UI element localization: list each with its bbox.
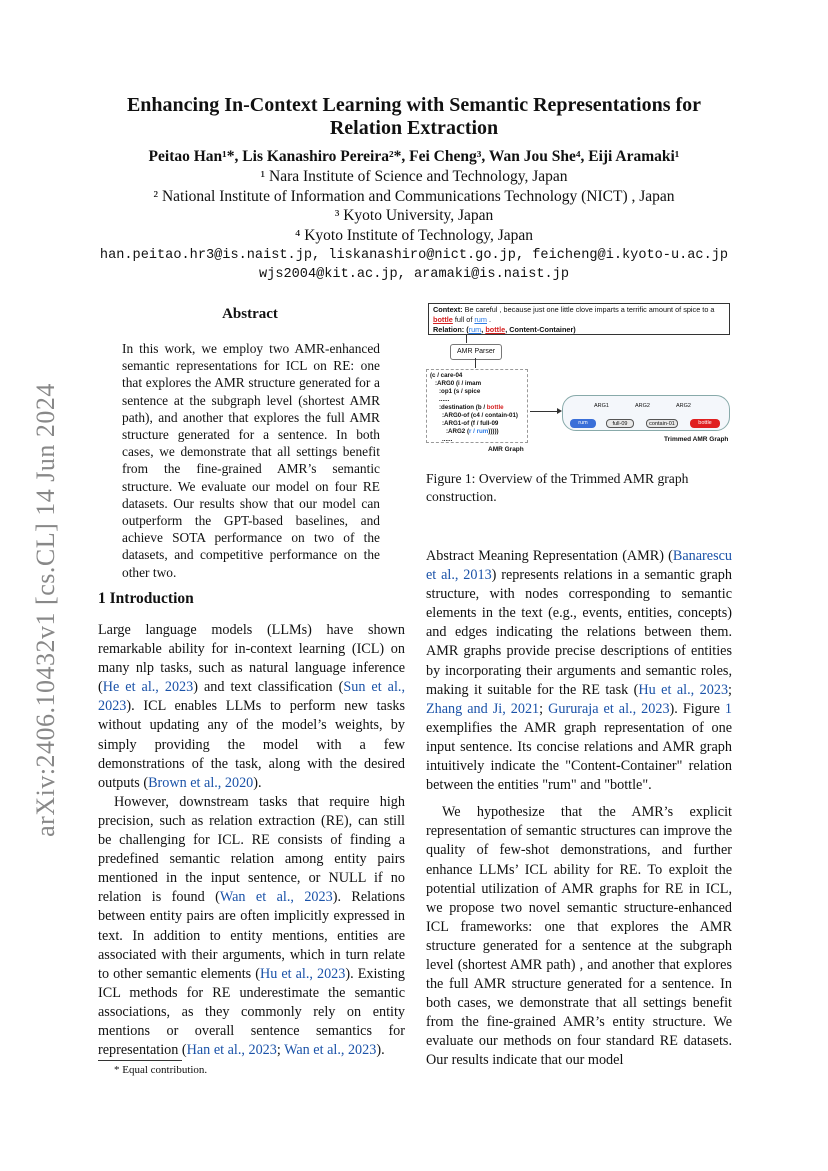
citation-link[interactable]: Gururaja et al., 2023 <box>548 700 670 717</box>
text-run: ) and text classification ( <box>193 679 344 696</box>
citation-link[interactable]: He et al., 2023 <box>102 679 194 696</box>
amr-line: (c / care-04 <box>430 372 463 379</box>
text-run: ). Figure <box>669 700 725 717</box>
text-run: ). Existing ICL methods for RE underestimate the semantic associations, as they commonly rely on entity mentions or overall sentence semantics for representation ( <box>98 965 405 1059</box>
section-heading-introduction: 1 Introduction <box>98 590 194 607</box>
edge-label: ARG1 <box>594 403 609 409</box>
edge-label: ARG2 <box>676 403 691 409</box>
citation-link[interactable]: Wan et al., 2023 <box>219 889 333 906</box>
citation-link[interactable]: 1 <box>724 700 732 717</box>
email-line-1[interactable]: han.peitao.hr3@is.naist.jp, liskanashiro@nict.go.jp, feicheng@i.kyoto-u.ac.jp <box>99 248 729 263</box>
amr-line: ...... <box>442 436 453 443</box>
intro-paragraph-3 <box>426 547 732 795</box>
edge-label: ARG2 <box>635 403 650 409</box>
abstract-body: In this work, we employ two AMR-enhanced semantic representations for ICL on RE: one that explores the AMR structure generated for a sentence at the subgraph level (shortest AMR path), and another that explores the full AMR structure generated for a sentence. In both cases, we demonstrate that all settings benefit from the fine-grained AMR’s semantic structure. We evaluate our model on four RE datasets. Our results show that our model can outperform the GPT-based baselines, and achieve SOTA performance on two of the datasets, and competitive performance on the other two. <box>122 341 380 580</box>
footnote-rule <box>98 1060 182 1061</box>
arxiv-side-identifier: arXiv:2406.10432v1 [cs.CL] 14 Jun 2024 <box>31 383 60 837</box>
abstract-heading: Abstract <box>222 306 278 322</box>
text-run: ). <box>376 1042 385 1059</box>
text-run: Abstract Meaning Representation (AMR) ( <box>426 548 673 564</box>
text-run: We hypothesize that the AMR’s explicit representation of semantic structures can improve the quality of few-shot demonstrations, and further enhance LLMs’ ICL ability for RE. To exploit the potential utilization of AMR graphs for RE in ICL, we propose two novel semantic structure-enhanced ICL frameworks: one that explores the AMR structure generated for a sentence at the subgraph level (shortest AMR path) , and another that explores the full AMR structure generated for a sentence. In both cases, we demonstrate that all settings benefit from the fine-grained AMR’s entity structure. We evaluate our methods on four standard RE datasets. Our results indicate that our model <box>426 804 732 1069</box>
text-run: ) represents relations in a semantic graph structure, with nodes corresponding to semantic elements in the text (e.g., events, entities, concepts) and edges indicating the relations between them. AMR graphs provide precise descriptions of entities by incorporating their arguments and semantic roles, making it suitable for the RE task ( <box>426 567 732 698</box>
arrow-down-1 <box>466 335 467 343</box>
left-column-text <box>98 621 405 1060</box>
citation-link[interactable]: Sun et al., 2023 <box>98 679 406 715</box>
context-box <box>428 303 730 335</box>
arrow-down-2 <box>475 358 476 368</box>
amr-line-rum: :ARG2 (r / rum))))) <box>446 428 499 435</box>
text-run: exemplifies the AMR graph representation of one input sentence. Its concise relations and AMR graph intuitively indicate the "Content-Container" relation between the entities "rum" and "bottle". <box>426 719 732 794</box>
intro-paragraph-4 <box>426 803 732 1070</box>
node-contain: contain-01 <box>646 419 678 428</box>
affiliation-1: ¹ Nara Institute of Science and Technology, Japan <box>260 168 568 185</box>
text-run: Large language models (LLMs) have shown remarkable ability for in-context learning (ICL) on many nlp tasks, such as natural language inference ( <box>98 622 405 696</box>
intro-paragraph-2 <box>98 793 405 1060</box>
node-full: full-09 <box>606 419 634 428</box>
intro-paragraph-1 <box>98 621 405 793</box>
citation-link[interactable]: Han et al., 2023 <box>186 1042 277 1059</box>
node-rum: rum <box>570 419 596 428</box>
arrow-right <box>530 411 560 412</box>
footnote: * Equal contribution. <box>114 1064 208 1076</box>
citation-link[interactable]: Wan et al., 2023 <box>284 1042 377 1059</box>
affiliation-3: ³ Kyoto University, Japan <box>334 207 494 224</box>
figure-caption: Figure 1: Overview of the Trimmed AMR graph construction. <box>426 471 689 504</box>
title-line-2: Relation Extraction <box>329 117 499 139</box>
text-run: ; <box>276 1042 285 1059</box>
figure-1 <box>426 303 732 458</box>
affiliation-4: ⁴ Kyoto Institute of Technology, Japan <box>294 227 534 244</box>
right-column-text <box>426 547 732 1071</box>
citation-link[interactable]: Hu et al., 2023 <box>259 965 346 982</box>
node-bottle: bottle <box>690 419 720 428</box>
text-run: ; <box>728 681 732 698</box>
amr-line-bottle: :destination (b / bottle <box>439 404 504 411</box>
text-run: ). ICL enables LLMs to perform new tasks without updating any of the model’s weights, by simply providing the model with a few demonstrations of the task, along with the desired outputs ( <box>98 698 405 791</box>
amr-line: :ARG1-of (f / full-09 <box>442 420 499 427</box>
citation-link[interactable]: Hu et al., 2023 <box>638 681 729 698</box>
paper-title <box>60 94 768 140</box>
context-line: Context: Be careful , because just one little clove imparts a terrific amount of spice to a bottle full of rum . <box>433 305 715 324</box>
email-line-2[interactable]: wjs2004@kit.ac.jp, aramaki@is.naist.jp <box>259 267 569 282</box>
citation-link[interactable]: Banarescu et al., 2013 <box>426 548 732 584</box>
author-list: Peitao Han¹*, Lis Kanashiro Pereira²*, Fei Cheng³, Wan Jou She⁴, Eiji Aramaki¹ <box>148 148 680 165</box>
text-run: ). Relations between entity pairs are often implicitly expressed in text. In addition to entity mentions, entities are associated with their arguments, which in turn relate to other semantic elements ( <box>98 889 405 982</box>
amr-line: :ARG0 (i / imam <box>435 380 482 387</box>
trimmed-graph-label: Trimmed AMR Graph <box>664 436 729 443</box>
citation-link[interactable]: Brown et al., 2020 <box>148 774 254 791</box>
citation-link[interactable]: Zhang and Ji, 2021 <box>426 700 540 717</box>
affiliation-2: ² National Institute of Information and Communications Technology (NICT) , Japan <box>153 188 675 205</box>
text-run: ). <box>253 774 262 791</box>
text-run: ; <box>539 700 549 717</box>
amr-line: :op1 (s / spice <box>439 388 481 395</box>
text-run: However, downstream tasks that require high precision, such as relation extraction (RE), can still be challenging for ICL. RE consists of finding a predefined semantic relation among entity pairs mentioned in the input sentence, or NULL if no relation is found ( <box>98 793 405 906</box>
amr-graph-box <box>426 369 528 443</box>
amr-parser-box: AMR Parser <box>450 344 502 360</box>
amr-line: :ARG0-of (c4 / contain-01) <box>442 412 518 419</box>
title-line-1: Enhancing In-Context Learning with Semantic Representations for <box>126 94 702 116</box>
amr-line: ...... <box>439 396 450 403</box>
amr-graph-label: AMR Graph <box>488 446 524 453</box>
relation-line: Relation: (rum, bottle, Content-Container) <box>433 325 576 334</box>
